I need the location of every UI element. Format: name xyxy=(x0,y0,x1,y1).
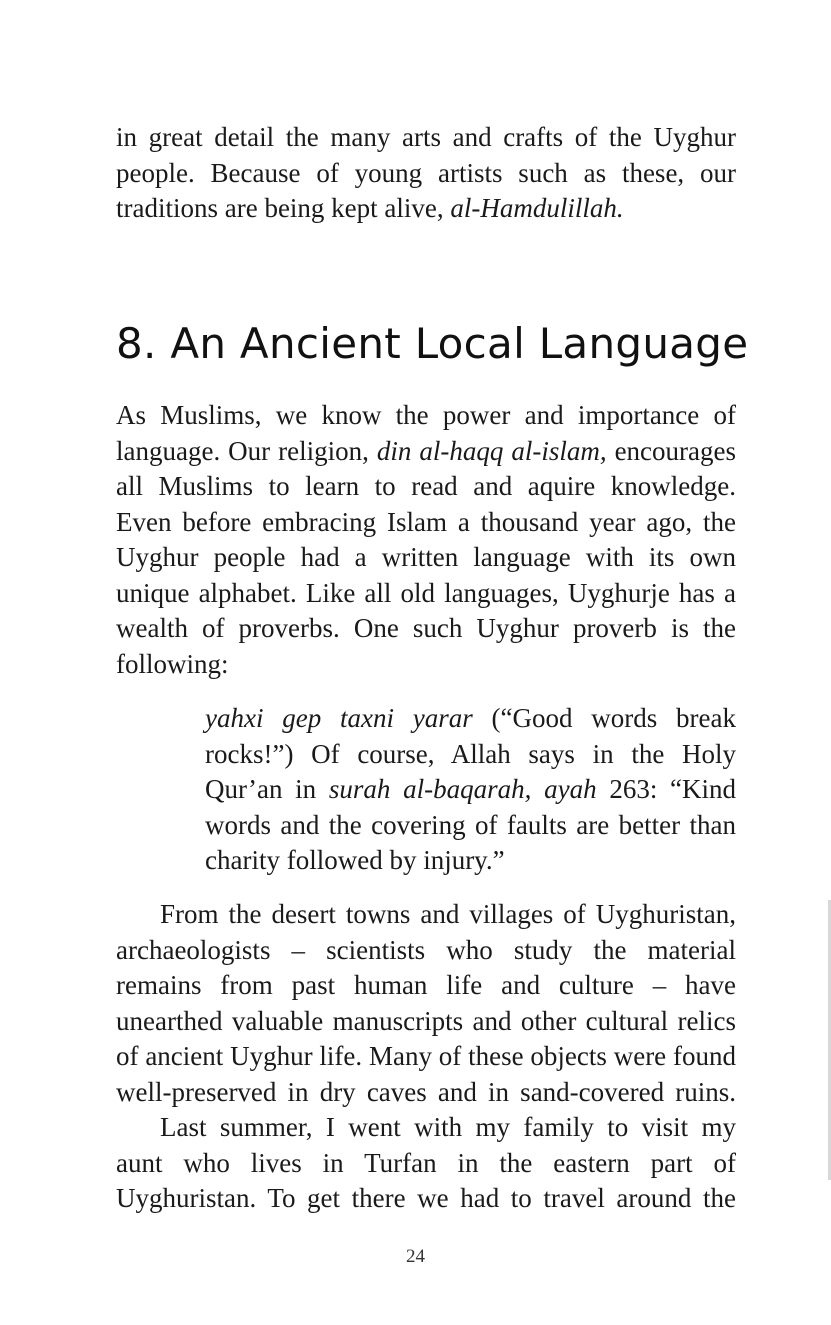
text-line: From the desert towns and villages of Uyghuristan, xyxy=(160,899,736,929)
text-line: Last summer, I went with my family to visit my xyxy=(160,1112,736,1142)
paragraph-2 xyxy=(116,897,736,1110)
text-line: of ancient Uyghur life. Many of these objects were found xyxy=(116,1041,736,1071)
text-line: unearthed valuable manuscripts and other cultural relics xyxy=(116,1005,736,1036)
text-line: yahxi gep taxni yarar (“Good words break xyxy=(205,703,736,733)
paragraph-1 xyxy=(116,398,736,682)
paragraph-3 xyxy=(116,1110,736,1217)
text-line: well-preserved in dry caves and in sand-covered ruins. xyxy=(116,1076,736,1107)
text-line: Uyghuristan. To get there we had to travel around the xyxy=(116,1183,736,1213)
text-line: As Muslims, we know the power and importance of xyxy=(116,400,736,430)
chapter-heading: 8. An Ancient Local Language xyxy=(116,319,749,368)
text-line: Uyghur people had a written language with its own xyxy=(116,542,736,572)
text-line: Even before embracing Islam a thousand year ago, the xyxy=(116,506,736,537)
text-line: archaeologists – scientists who study the material xyxy=(116,934,736,965)
text-line: following: xyxy=(116,648,229,679)
text-line: all Muslims to learn to read and aquire knowledge. xyxy=(116,471,736,501)
text-line: charity followed by injury.” xyxy=(205,845,505,875)
text-line: people. Because of young artists such as these, our xyxy=(116,157,736,188)
text-line: rocks!”) Of course, Allah says in the Holy xyxy=(205,738,736,769)
text-line: unique alphabet. Like all old languages, Uyghurje has a xyxy=(116,577,736,608)
text-line: Qur’an in surah al-baqarah, ayah 263: “Kind xyxy=(205,774,737,804)
text-line: language. Our religion, din al-haqq al-islam, encourages xyxy=(116,435,737,466)
text-line: aunt who lives in Turfan in the eastern part of xyxy=(116,1147,736,1178)
page-number: 24 xyxy=(406,1246,425,1267)
text-line: traditions are being kept alive, al-Hamdulillah. xyxy=(116,193,624,223)
text-line: wealth of proverbs. One such Uyghur proverb is the xyxy=(116,613,736,643)
text-line: words and the covering of faults are better than xyxy=(205,809,736,840)
intro-paragraph xyxy=(116,120,736,227)
block-quote xyxy=(205,701,736,879)
text-line: in great detail the many arts and crafts of the Uyghur xyxy=(116,122,736,152)
text-line: remains from past human life and culture – have xyxy=(116,970,736,1000)
